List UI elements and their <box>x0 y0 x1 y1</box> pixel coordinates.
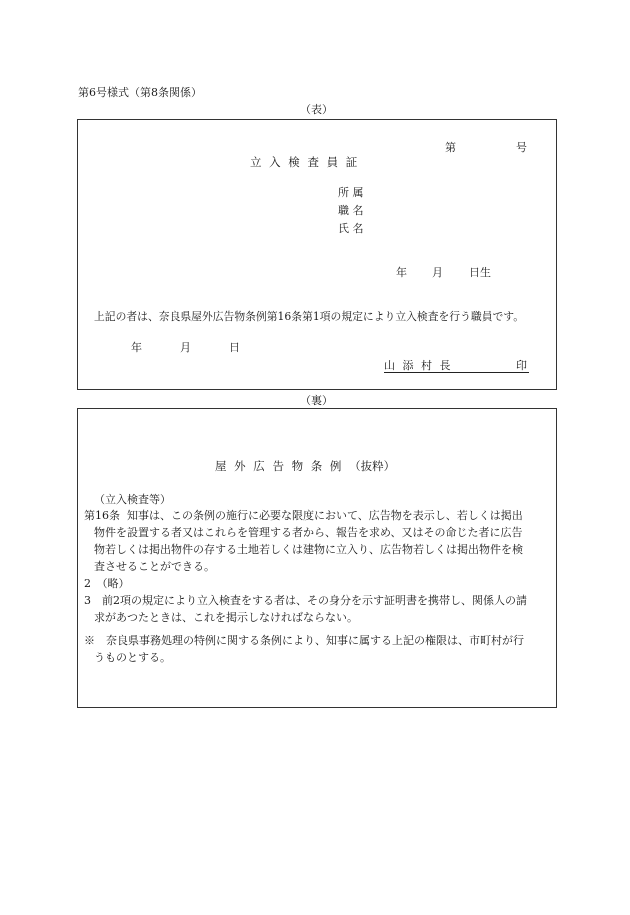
section-heading: （立入検査等） <box>94 493 171 506</box>
seal: 印 <box>516 359 527 372</box>
issue-day: 日 <box>229 341 240 354</box>
item-3-line-2: 求があつたときは、これを掲示しなければならない。 <box>94 611 358 624</box>
issue-month: 月 <box>180 341 191 354</box>
note-line-1: ※ 奈良県事務処理の特例に関する条例により、知事に属する上記の権限は、市町村が行 <box>84 634 524 647</box>
back-title: 屋 外 広 告 物 条 例 （抜粋） <box>215 459 396 473</box>
birth-year: 年 <box>396 266 407 279</box>
front-card <box>77 119 557 390</box>
issuer: 山 添 村 長 <box>384 359 451 372</box>
issue-year: 年 <box>131 341 142 354</box>
back-card <box>77 408 557 708</box>
note-line-2: うものとする。 <box>94 651 171 664</box>
field-position: 職 名 <box>338 204 364 217</box>
article-label: 第16条 <box>84 509 120 522</box>
article-line-4: 査させることができる。 <box>94 560 215 573</box>
birth-month: 月 <box>432 266 443 279</box>
back-side-label: （裏） <box>300 394 333 407</box>
form-label: 第6号様式（第8条関係） <box>78 86 202 99</box>
field-affiliation: 所 属 <box>338 186 364 199</box>
number-label: 第 <box>445 141 456 154</box>
number-suffix: 号 <box>516 141 527 154</box>
article-line-2: 物件を設置する者又はこれらを管理する者から、報告を求め、又はその命じた者に広告 <box>94 526 523 539</box>
article-line-3: 物若しくは掲出物件の存する土地若しくは建物に立入り、広告物若しくは掲出物件を検 <box>94 543 523 556</box>
item-2: 2 （略） <box>84 577 130 590</box>
card-title: 立 入 検 査 員 証 <box>250 155 358 169</box>
issuer-line <box>384 360 529 373</box>
statement: 上記の者は、奈良県屋外広告物条例第16条第1項の規定により立入検査を行う職員です。 <box>94 310 525 323</box>
item-3-line-1: 3 前2項の規定により立入検査をする者は、その身分を示す証明書を携帯し、関係人の請 <box>84 594 527 607</box>
field-name: 氏 名 <box>338 222 364 235</box>
front-side-label: （表） <box>300 103 333 116</box>
article-line-1: 知事は、この条例の施行に必要な限度において、広告物を表示し、若しくは掲出 <box>116 509 523 522</box>
birth-day: 日生 <box>469 266 491 279</box>
